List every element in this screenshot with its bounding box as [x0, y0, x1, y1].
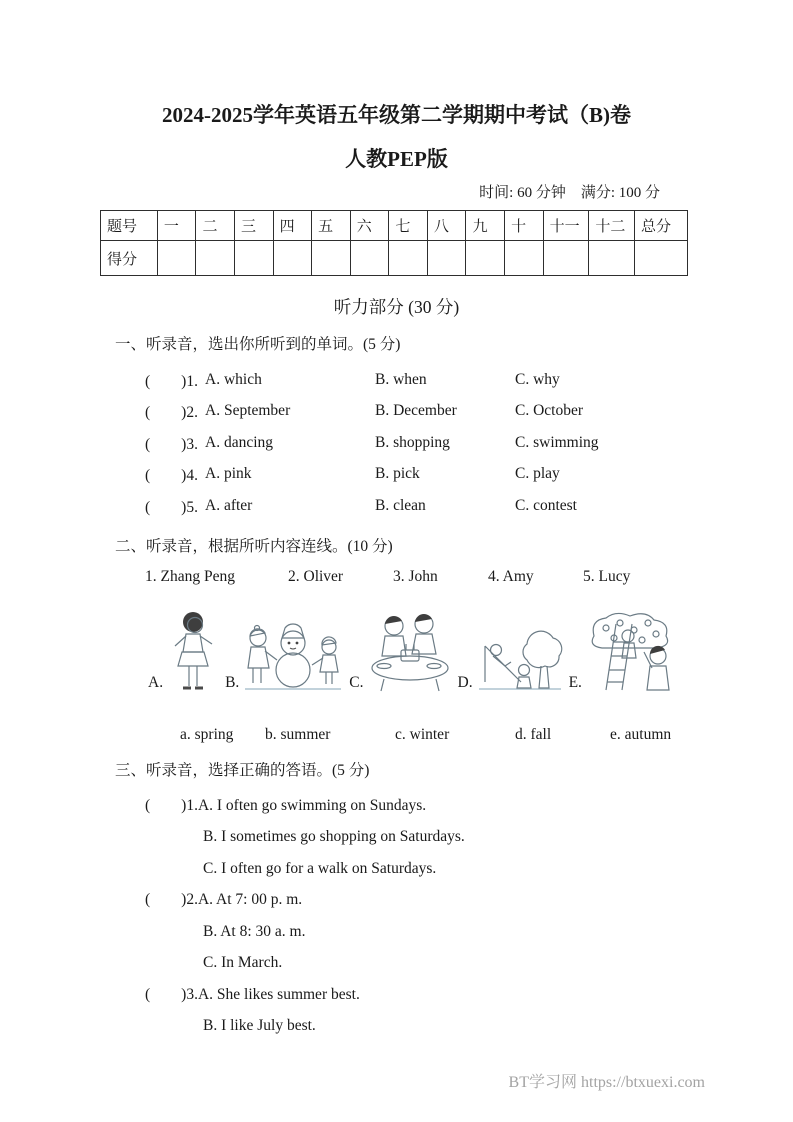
word-item: d. fall [515, 725, 552, 743]
picture-label: B. [225, 673, 240, 691]
children-at-party-table-illustration [368, 610, 452, 694]
score-input-cell [543, 241, 589, 276]
option-b: B. pick [375, 465, 420, 483]
score-input-cell [635, 241, 688, 276]
question-label: ( )3. [145, 435, 198, 453]
question-label: ( )4. [145, 467, 198, 485]
picture-item-d [458, 618, 563, 694]
children-building-snowman-illustration [243, 610, 343, 694]
option-b: B. clean [375, 496, 426, 514]
score-table-header-cell: 题号 [101, 211, 158, 241]
children-playing-under-tree-illustration [477, 618, 563, 694]
score-table-header-cell: 四 [273, 211, 312, 241]
option-a: A. which [205, 370, 262, 388]
score-table-header-cell: 八 [427, 211, 466, 241]
option-b: B. December [375, 402, 457, 420]
page-subtitle: 人教PEP版 [345, 147, 448, 171]
name-item: 4. Amy [488, 567, 534, 585]
picture-item-a [148, 610, 219, 694]
name-item: 3. John [393, 567, 438, 585]
score-table [100, 210, 688, 276]
score-table-header-cell: 三 [235, 211, 274, 241]
score-table-header-cell: 一 [157, 211, 196, 241]
exam-meta: 时间: 60 分钟 满分: 100 分 [479, 185, 660, 201]
word-item: e. autumn [610, 725, 672, 743]
option-b: B. shopping [375, 433, 450, 451]
word-item: b. summer [265, 725, 331, 743]
score-input-cell [427, 241, 466, 276]
answer-line: ( )2.A. At 7: 00 p. m. [145, 891, 303, 908]
word-item: a. spring [180, 725, 234, 743]
score-table-header-cell: 二 [196, 211, 235, 241]
question-label: ( )5. [145, 498, 198, 516]
score-input-cell [589, 241, 635, 276]
word-item: c. winter [395, 725, 450, 743]
score-input-cell [350, 241, 389, 276]
girl-standing-illustration [167, 610, 219, 694]
picture-item-c [349, 610, 451, 694]
score-table-header-cell: 总分 [635, 211, 688, 241]
question-row [145, 459, 793, 491]
score-input-cell [235, 241, 274, 276]
score-input-cell [273, 241, 312, 276]
question-row [145, 490, 793, 522]
picture-item-e [569, 610, 674, 694]
option-a: A. September [205, 402, 291, 420]
answer-line: ( )1.A. I often go swimming on Sundays. [145, 796, 427, 814]
part1-heading: 一、听录音，选出你所听到的单词。(5 分) [115, 336, 401, 353]
score-table-header-cell: 十 [505, 211, 544, 241]
option-b: B. when [375, 370, 427, 388]
score-table-header-cell: 九 [466, 211, 505, 241]
option-c: C. contest [515, 496, 577, 514]
part2-names [145, 566, 793, 588]
answer-line: B. I like July best. [203, 1017, 316, 1034]
answer-line: C. I often go for a walk on Saturdays. [203, 859, 437, 877]
part2-pictures [148, 604, 793, 694]
children-picking-apples-illustration [586, 610, 674, 694]
picture-label: C. [349, 673, 364, 691]
footer-watermark: BT学习网 https://btxuexi.com [508, 1074, 705, 1091]
answer-line: B. At 8: 30 a. m. [203, 922, 306, 940]
score-table-header-cell: 六 [350, 211, 389, 241]
answer-line: ( )3.A. She likes summer best. [145, 985, 360, 1003]
name-item: 2. Oliver [288, 567, 344, 585]
score-input-cell [157, 241, 196, 276]
part3-questions [145, 790, 793, 1042]
score-table-header-cell: 五 [312, 211, 351, 241]
part3-heading: 三、听录音，选择正确的答语。(5 分) [115, 761, 370, 779]
answer-line: B. I sometimes go shopping on Saturdays. [203, 828, 465, 845]
picture-label: A. [148, 673, 164, 691]
question-row [145, 396, 793, 428]
score-input-cell [312, 241, 351, 276]
part2-heading: 二、听录音，根据所听内容连线。(10 分) [115, 537, 393, 555]
score-input-cell [466, 241, 505, 276]
score-table-header-cell: 七 [389, 211, 428, 241]
section-title-listening: 听力部分 (30 分) [333, 297, 460, 317]
picture-label: D. [457, 673, 473, 691]
score-input-cell [505, 241, 544, 276]
option-a: A. after [205, 496, 253, 514]
option-c: C. swimming [515, 433, 599, 451]
score-row-label: 得分 [101, 241, 158, 276]
option-c: C. play [515, 465, 560, 483]
question-row [145, 364, 793, 396]
picture-label: E. [568, 673, 582, 691]
name-item: 1. Zhang Peng [145, 567, 235, 585]
option-a: A. pink [205, 465, 252, 483]
question-label: ( )1. [145, 372, 198, 390]
part1-questions [145, 364, 793, 522]
option-a: A. dancing [205, 433, 274, 451]
answer-line: C. In March. [203, 954, 283, 971]
page-title: 2024-2025学年英语五年级第二学期期中考试（B)卷 [162, 103, 631, 127]
score-table-header-cell: 十一 [543, 211, 589, 241]
option-c: C. October [515, 402, 584, 420]
name-item: 5. Lucy [583, 567, 631, 585]
score-table-header-cell: 十二 [589, 211, 635, 241]
question-row [145, 427, 793, 459]
part2-words [180, 724, 793, 746]
picture-item-b [225, 610, 343, 694]
score-input-cell [196, 241, 235, 276]
option-c: C. why [515, 370, 560, 388]
question-label: ( )2. [145, 404, 198, 422]
score-input-cell [389, 241, 428, 276]
